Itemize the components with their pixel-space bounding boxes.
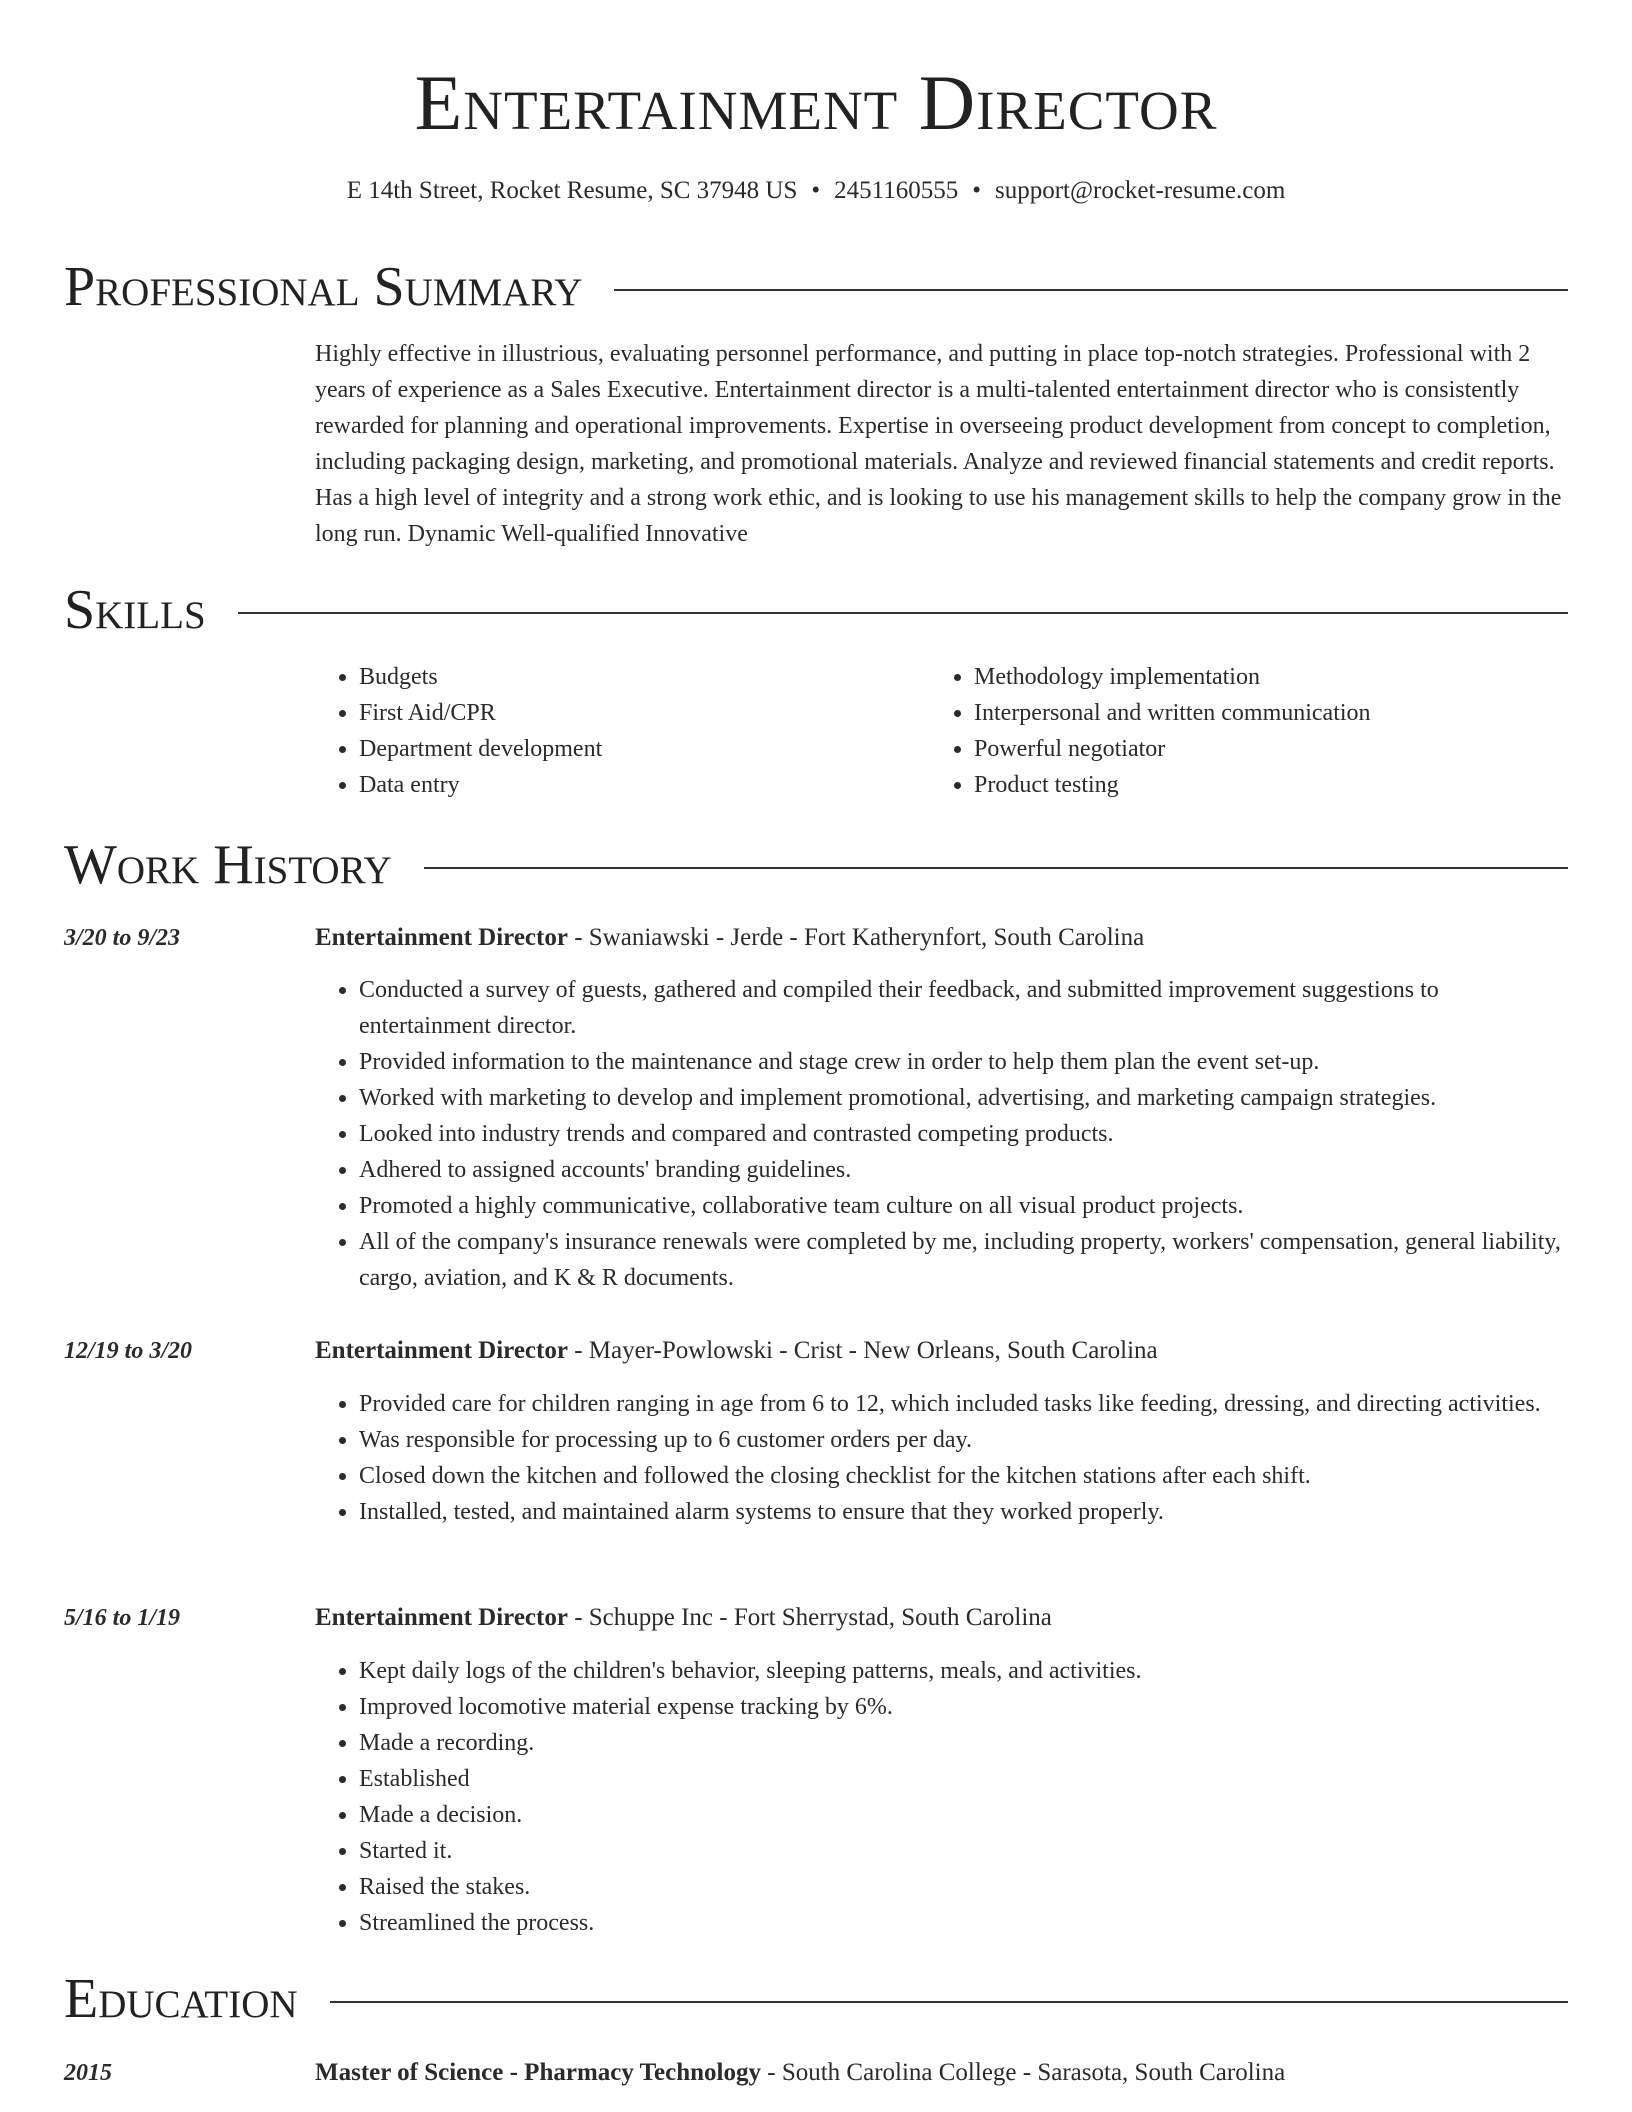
job-bullet: • Was responsible for processing up to 6 customer orders per day. [359,1422,1568,1458]
job-bullet: • Provided information to the maintenance and stage crew in order to help them plan the event set-up. [359,1044,1568,1080]
section-divider [614,289,1568,291]
candidate-name: Entertainment Director [414,59,1218,146]
education-section-header [64,1967,1568,2031]
job-bullet: • Started it. [359,1833,1568,1869]
job-bullet: • Adhered to assigned accounts' branding guidelines. [359,1152,1568,1188]
job-bullet: • Worked with marketing to develop and implement promotional, advertising, and marketing campaign strategies. [359,1080,1568,1116]
job-heading [315,920,1568,956]
job-bullet: • Improved locomotive material expense tracking by 6%. [359,1689,1568,1725]
skill-item: • Data entry [359,767,875,803]
job-bullet: • Installed, tested, and maintained alarm systems to ensure that they worked properly. [359,1494,1568,1530]
skill-item: • First Aid/CPR [359,695,875,731]
job-bullet: • Streamlined the process. [359,1905,1568,1941]
job-bullet: • Raised the stakes. [359,1869,1568,1905]
work-section-header [64,833,1568,897]
skill-item: • Department development [359,731,875,767]
job-bullet: • Closed down the kitchen and followed the closing checklist for the kitchen stations after each shift. [359,1458,1568,1494]
job-title: Entertainment Director [315,924,568,951]
skill-item: • Methodology implementation [974,659,1490,695]
job-bullets [315,1386,1568,1530]
job-bullet: • Established [359,1761,1568,1797]
section-divider [424,867,1568,869]
skills-column-left [315,659,875,803]
skills-section-header [64,578,1568,642]
summary-block [315,336,1568,552]
job-bullet: • Kept daily logs of the children's behavior, sleeping patterns, meals, and activities. [359,1653,1568,1689]
skill-item: • Powerful negotiator [974,731,1490,767]
section-divider [330,2001,1568,2003]
section-divider [238,612,1568,614]
skill-item: • Product testing [974,767,1490,803]
job-bullet: • Made a recording. [359,1725,1568,1761]
contact-email: support@rocket-resume.com [994,177,1286,204]
job-bullet: • Looked into industry trends and compared and contrasted competing products. [359,1116,1568,1152]
summary-text: Highly effective in illustrious, evaluating personnel performance, and putting in place top-notch strategies. Professional with 2 years of experience as a Sales Executive. Entertainment director is a multi-talented entertainment director who is consistently rewarded for planning and operational improvements. Expertise in overseeing product development from concept to completion, including packaging design, marketing, and promotional materials. Analyze and reviewed financial statements and credit reports. Has a high level of integrity and a strong work ethic, and is looking to use his management skills to help the company grow in the long run. Dynamic Well-qualified Innovative [315,341,1562,547]
job-title: Entertainment Director [315,1604,568,1631]
summary-section-title: Professional Summary [64,256,583,318]
skill-item: • Budgets [359,659,875,695]
job-bullet: • Conducted a survey of guests, gathered and compiled their feedback, and submitted improvement suggestions to entertainment director. [359,972,1568,1044]
contact-phone: 2451160555 [834,177,959,204]
job-bullet: • All of the company's insurance renewals were completed by me, including property, workers' compensation, general liability, cargo, aviation, and K & R documents. [359,1224,1568,1296]
job-dates: 12/19 to 3/20 [64,1338,193,1364]
job-bullets [315,972,1568,1296]
job-employer-location: - Swaniawski - Jerde - Fort Katherynfort, South Carolina [567,924,1145,951]
education-degree: Master of Science - Pharmacy Technology [315,2059,761,2086]
job-employer-location: - Schuppe Inc - Fort Sherrystad, South Carolina [567,1604,1052,1631]
job-dates: 5/16 to 1/19 [64,1605,181,1631]
education-entry [315,2055,1568,2091]
job-heading [315,1333,1568,1369]
summary-section-header [64,255,1568,319]
job-title: Entertainment Director [315,1337,568,1364]
job-heading [315,1600,1568,1636]
job-bullet: • Promoted a highly communicative, collaborative team culture on all visual product projects. [359,1188,1568,1224]
education-section-title: Education [64,1968,298,2030]
skill-item: • Interpersonal and written communication [974,695,1490,731]
contact-address: E 14th Street, Rocket Resume, SC 37948 US [346,177,798,204]
contact-separator: • [811,177,821,204]
education-year: 2015 [64,2060,112,2086]
contact-line [0,174,1632,208]
job-bullets [315,1653,1568,1941]
education-school-location: - South Carolina College - Sarasota, South Carolina [761,2059,1286,2086]
job-bullet: • Made a decision. [359,1797,1568,1833]
skills-column-right [930,659,1490,803]
job-bullet: • Provided care for children ranging in age from 6 to 12, which included tasks like feeding, dressing, and directing activities. [359,1386,1568,1422]
skills-section-title: Skills [64,579,206,641]
job-employer-location: - Mayer-Powlowski - Crist - New Orleans, South Carolina [567,1337,1158,1364]
job-dates: 3/20 to 9/23 [64,925,181,951]
contact-separator: • [972,177,981,204]
work-section-title: Work History [64,834,392,896]
